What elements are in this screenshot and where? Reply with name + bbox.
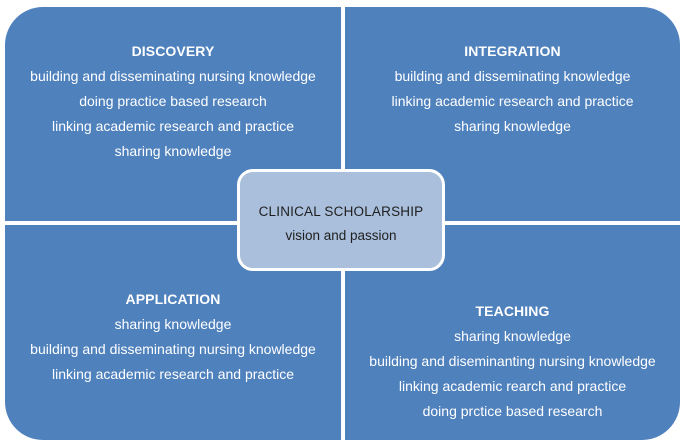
quadrant-title: TEACHING: [475, 303, 550, 319]
quadrant-title: APPLICATION: [125, 291, 221, 307]
quadrant-item: linking academic research and practice: [51, 118, 294, 134]
quadrant-item: building and disseminating knowledge: [394, 68, 631, 84]
quadrant-item: sharing knowledge: [454, 328, 571, 344]
quadrant-items: [349, 324, 676, 424]
quadrant-item: building and disseminating nursing knowledge: [30, 341, 316, 357]
quadrant-integration-content: [345, 7, 680, 139]
quadrant-item: sharing knowledge: [114, 143, 232, 159]
quadrant-items: [9, 312, 337, 387]
quadrant-items: [349, 64, 676, 139]
quadrant-title: DISCOVERY: [131, 43, 215, 59]
quadrant-item: doing prctice based research: [422, 403, 603, 419]
quadrant-item: linking academic rearch and practice: [398, 378, 627, 394]
center-title: CLINICAL SCHOLARSHIP: [258, 204, 424, 219]
quadrant-discovery-content: [5, 7, 341, 164]
quadrant-item: linking academic research and practice: [391, 93, 634, 109]
center-box-clinical-scholarship: [237, 169, 445, 271]
quadrant-item: building and disseminating nursing knowledge: [30, 68, 316, 84]
quadrant-item: linking academic research and practice: [51, 366, 294, 382]
quadrant-item: doing practice based research: [79, 93, 267, 109]
quadrant-item: sharing knowledge: [114, 316, 232, 332]
quadrant-title: INTEGRATION: [464, 43, 561, 59]
center-subtitle: vision and passion: [285, 228, 397, 243]
quadrant-item: building and diseminanting nursing knowledge: [369, 353, 656, 369]
quadrant-item: sharing knowledge: [454, 118, 571, 134]
quadrant-items: [9, 64, 337, 164]
